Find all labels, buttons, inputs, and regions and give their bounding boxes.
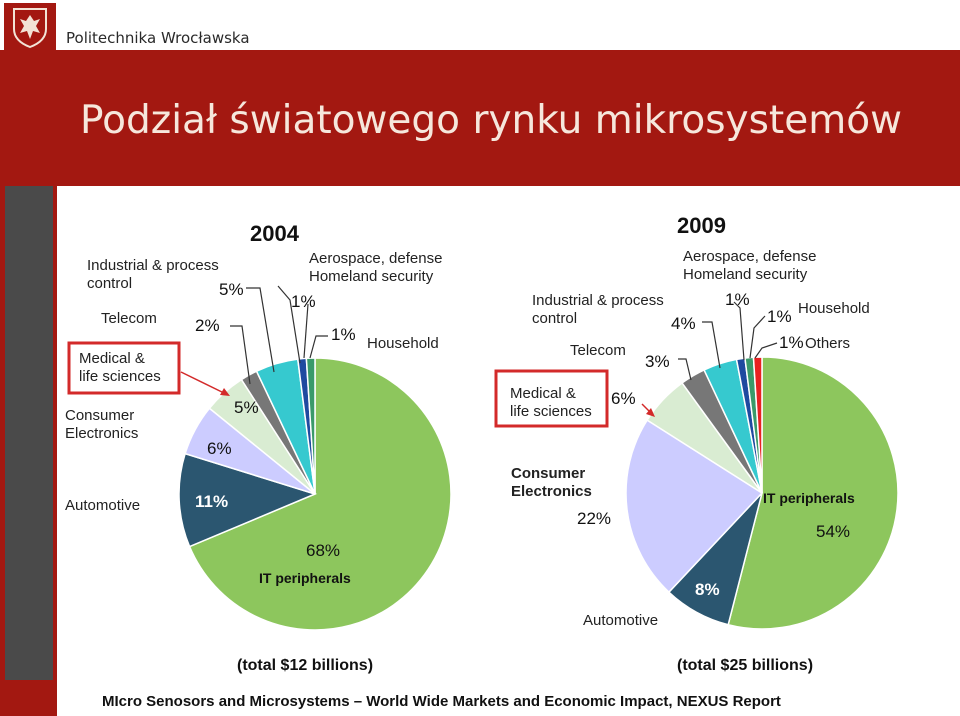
label-2004-aerospace-2: Homeland security (309, 268, 434, 285)
label-2004-industrial-1: Industrial & process (87, 257, 219, 274)
label-2004-consumer-2: Electronics (65, 425, 139, 442)
label-2004-medical-2: life sciences (79, 368, 161, 385)
label-2004-telecom: Telecom (101, 310, 157, 327)
pct-2004-industrial: 5% (219, 280, 244, 299)
slide-title: Podział światowego rynku mikrosystemów (80, 98, 902, 143)
label-2009-industrial-1: Industrial & process (532, 292, 664, 309)
label-2004-medical-1: Medical & (79, 350, 145, 367)
pct-2009-consumer: 22% (577, 509, 612, 528)
pct-2004-household: 1% (331, 325, 356, 344)
label-2009-telecom: Telecom (570, 342, 626, 359)
label-2009-automotive: Automotive (583, 612, 659, 629)
label-2009-medical-2: life sciences (510, 403, 592, 420)
pct-2009-industrial: 4% (671, 314, 696, 333)
label-2009-household: Household (798, 300, 870, 317)
label-2009-aerospace-2: Homeland security (683, 266, 808, 283)
pct-2009-medical: 6% (611, 389, 636, 408)
chart-2009 (496, 213, 898, 674)
left-gray-strip (5, 186, 53, 680)
total-2009: (total $25 billions) (677, 657, 814, 674)
label-2004-it: IT peripherals (259, 570, 351, 586)
top-bar (0, 0, 960, 50)
label-2004-household: Household (367, 335, 439, 352)
source-citation: MIcro Senosors and Microsystems – World Wide Markets and Economic Impact, NEXUS Report (102, 693, 781, 710)
pct-2004-telecom: 2% (195, 316, 220, 335)
label-2004-automotive: Automotive (65, 497, 141, 514)
pct-2009-others: 1% (779, 333, 804, 352)
label-2009-aerospace-1: Aerospace, defense (683, 248, 817, 265)
label-2009-it: IT peripherals (763, 490, 855, 506)
label-2004-consumer-1: Consumer (65, 407, 135, 424)
label-2009-others: Others (805, 335, 851, 352)
pct-2004-it: 68% (306, 541, 341, 560)
market-pie-charts (50, 208, 910, 680)
pct-2004-aerospace: 1% (291, 292, 316, 311)
pct-2004-automotive: 11% (195, 492, 229, 511)
pct-2009-aerospace: 1% (725, 290, 750, 309)
chart-2004 (65, 221, 451, 674)
label-2004-industrial-2: control (87, 275, 133, 292)
label-2009-consumer-1: Consumer (511, 465, 586, 482)
pie-2009-slices (626, 357, 898, 629)
university-crest-icon (4, 3, 56, 50)
pct-2009-it: 54% (816, 522, 851, 541)
university-name: Politechnika Wrocławska (66, 29, 250, 47)
label-2009-industrial-2: control (532, 310, 578, 327)
label-2009-medical-1: Medical & (510, 385, 576, 402)
pct-2009-automotive: 8% (695, 580, 720, 599)
label-2004-aerospace-1: Aerospace, defense (309, 250, 443, 267)
total-2004: (total $12 billions) (237, 657, 374, 674)
arrow-2004-medical (181, 372, 226, 394)
chart-2009-title: 2009 (677, 213, 726, 238)
label-2009-consumer-2: Electronics (511, 483, 592, 500)
pct-2009-telecom: 3% (645, 352, 670, 371)
pct-2009-household: 1% (767, 307, 792, 326)
pct-2004-consumer: 6% (207, 439, 232, 458)
chart-2004-title: 2004 (250, 221, 299, 246)
pct-2004-medical: 5% (234, 398, 259, 417)
